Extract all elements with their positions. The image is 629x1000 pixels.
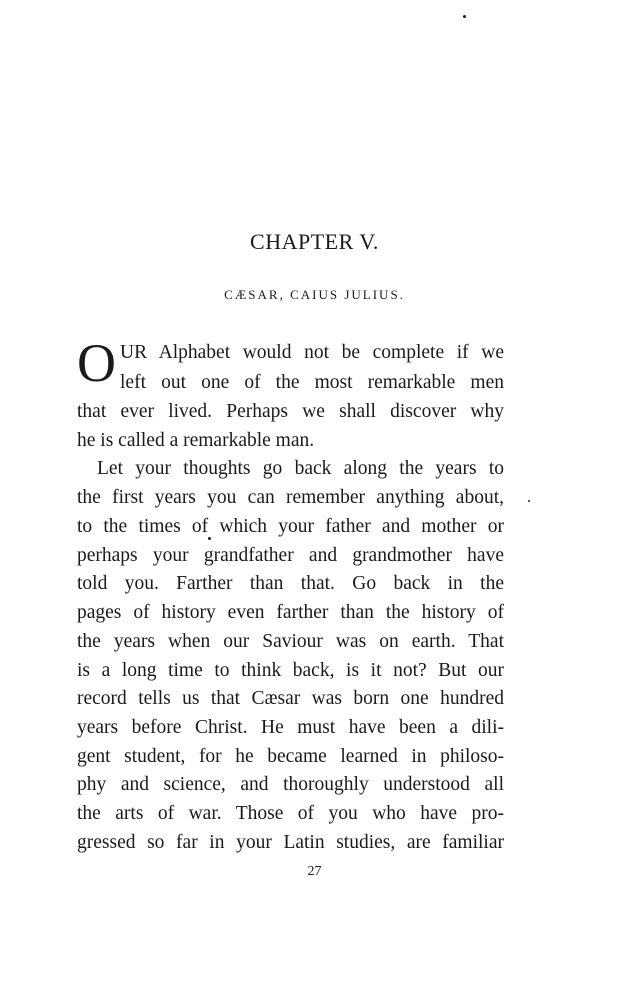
paragraph-line: pages of history even farther than the history of bbox=[77, 602, 504, 623]
paragraph-line: gressed so far in your Latin studies, are familiar bbox=[77, 832, 504, 853]
paragraph-line: he is called a remarkable man. bbox=[77, 430, 315, 451]
paragraph-line: record tells us that Cæsar was born one hundred bbox=[77, 688, 504, 709]
paragraph-line: perhaps your grandfather and grandmother have bbox=[77, 545, 504, 566]
chapter-subtitle: CÆSAR, CAIUS JULIUS. bbox=[224, 287, 405, 302]
paragraph-line: gent student, for he became learned in philoso- bbox=[77, 746, 504, 767]
paragraph-line: that ever lived. Perhaps we shall discover why bbox=[77, 401, 504, 422]
print-speck bbox=[528, 500, 530, 502]
paragraph-line: phy and science, and thoroughly understood all bbox=[77, 774, 504, 795]
paragraph-line: left out one of the most remarkable men bbox=[120, 372, 504, 393]
paragraph-line: UR Alphabet would not be complete if we bbox=[120, 342, 504, 363]
paragraph-line: the first years you can remember anything about, bbox=[77, 487, 504, 508]
drop-cap: O bbox=[77, 333, 116, 393]
paragraph-line: told you. Farther than that. Go back in the bbox=[77, 573, 504, 594]
paragraph-line: the arts of war. Those of you who have pro- bbox=[77, 803, 504, 824]
paragraph-line: Let your thoughts go back along the years to bbox=[97, 458, 504, 479]
print-speck bbox=[463, 15, 466, 18]
paragraph-line: the years when our Saviour was on earth. That bbox=[77, 631, 504, 652]
chapter-title: CHAPTER V. bbox=[250, 229, 379, 254]
paragraph-line: to the times of which your father and mother or bbox=[77, 516, 504, 537]
paragraph-line: is a long time to think back, is it not? But our bbox=[77, 660, 504, 681]
page-number: 27 bbox=[307, 864, 322, 879]
paragraph-line: years before Christ. He must have been a dili- bbox=[77, 717, 504, 738]
